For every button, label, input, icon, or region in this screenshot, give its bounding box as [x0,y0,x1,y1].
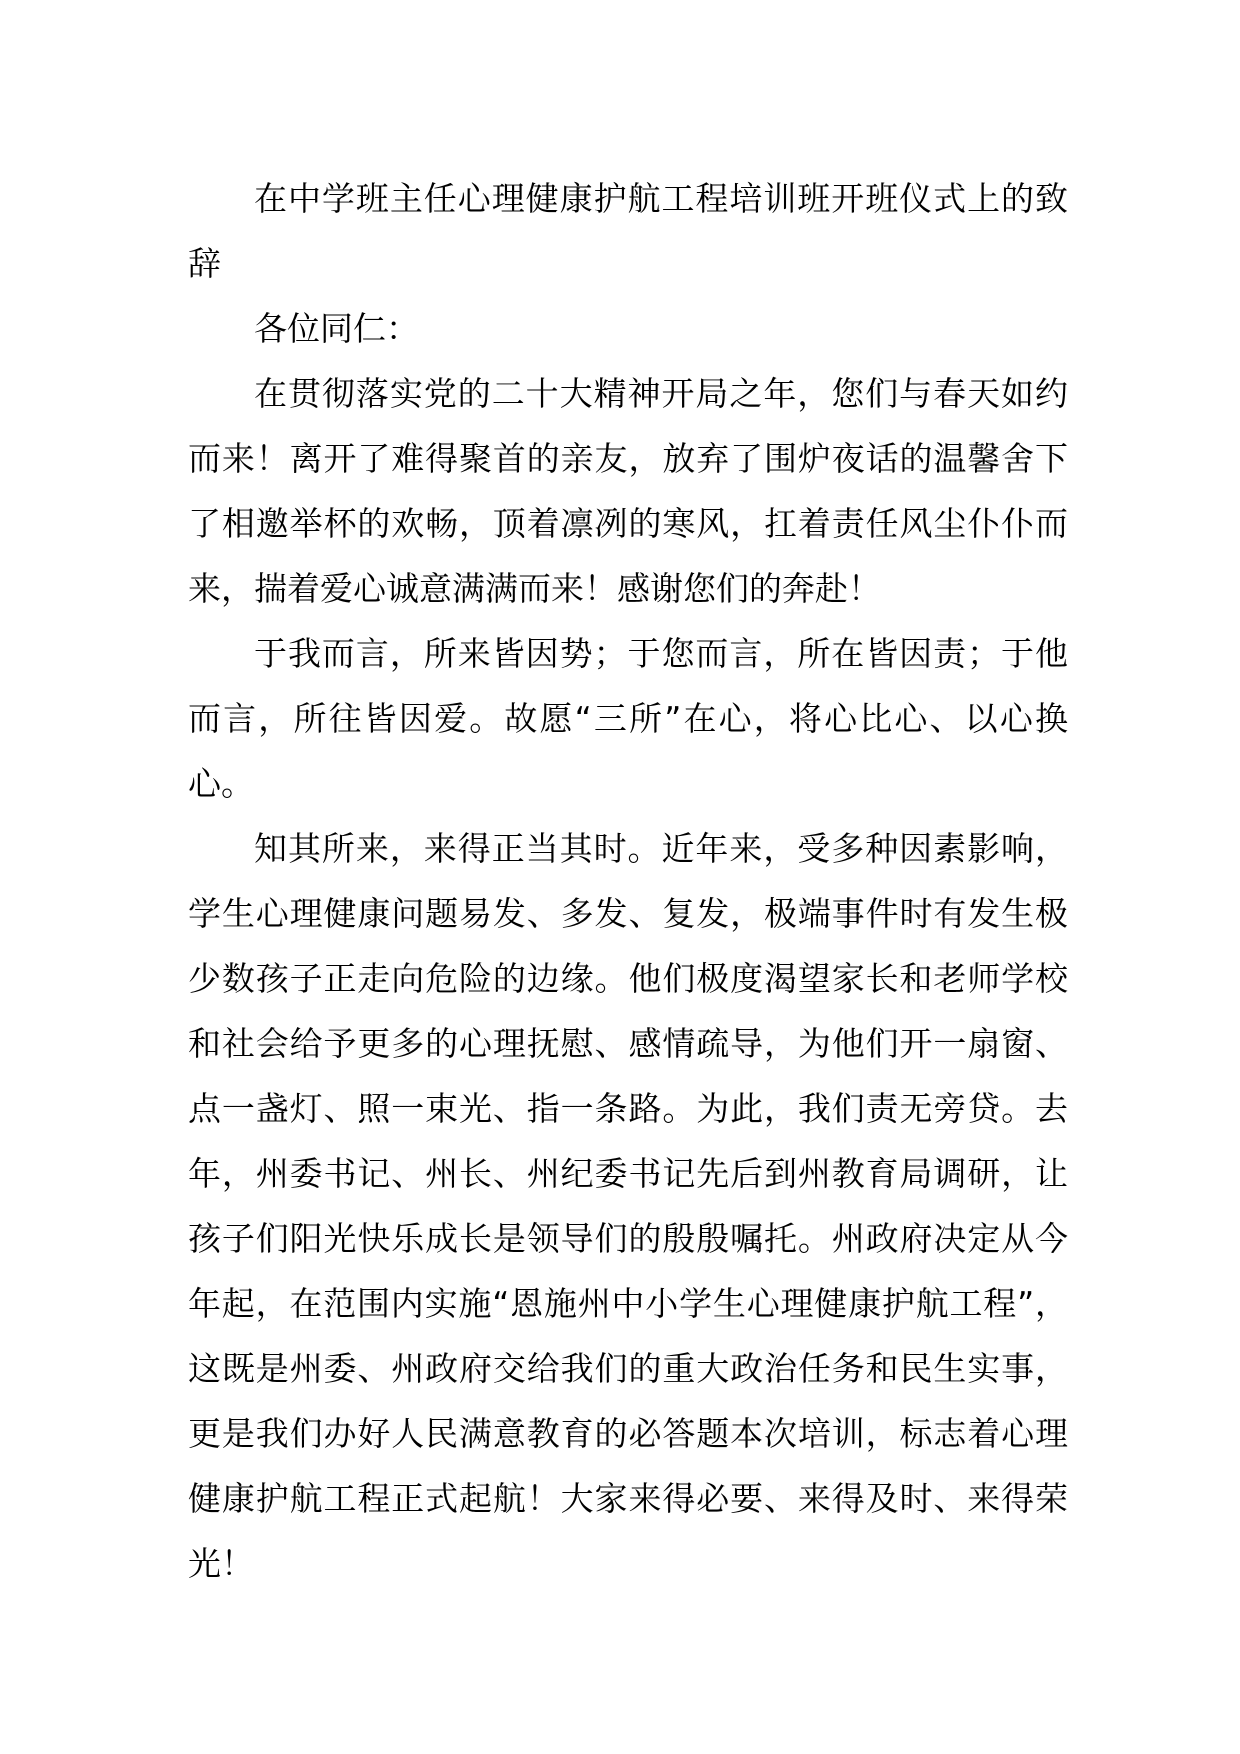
paragraph-2: 于我而言，所来皆因势；于您而言，所在皆因责；于他而言，所往皆因爱。故愿“三所”在心，将心比心、以心换心。 [188,634,1068,803]
document-body [188,166,1068,1596]
document-title: 在中学班主任心理健康护航工程培训班开班仪式上的致辞 [188,179,1068,283]
salutation: 各位同仁： [254,309,419,348]
paragraph-1: 在贯彻落实党的二十大精神开局之年，您们与春天如约而来！离开了难得聚首的亲友，放弃了围炉夜话的温馨舍下了相邀举杯的欢畅，顶着凛冽的寒风，扛着责任风尘仆仆而来，揣着爱心诚意满满而来！感谢您们的奔赴！ [188,374,1068,608]
paragraph-3: 知其所来，来得正当其时。近年来，受多种因素影响，学生心理健康问题易发、多发、复发，极端事件时有发生极少数孩子正走向危险的边缘。他们极度渴望家长和老师学校和社会给予更多的心理抚慰、感情疏导，为他们开一扇窗、点一盏灯、照一束光、指一条路。为此，我们责无旁贷。去年，州委书记、州长、州纪委书记先后到州教育局调研，让孩子们阳光快乐成长是领导们的殷殷嘱托。州政府决定从今年起，在范围内实施“恩施州中小学生心理健康护航工程”，这既是州委、州政府交给我们的重大政治任务和民生实事，更是我们办好人民满意教育的必答题本次培训，标志着心理健康护航工程正式起航！大家来得必要、来得及时、来得荣光！ [188,829,1068,1583]
